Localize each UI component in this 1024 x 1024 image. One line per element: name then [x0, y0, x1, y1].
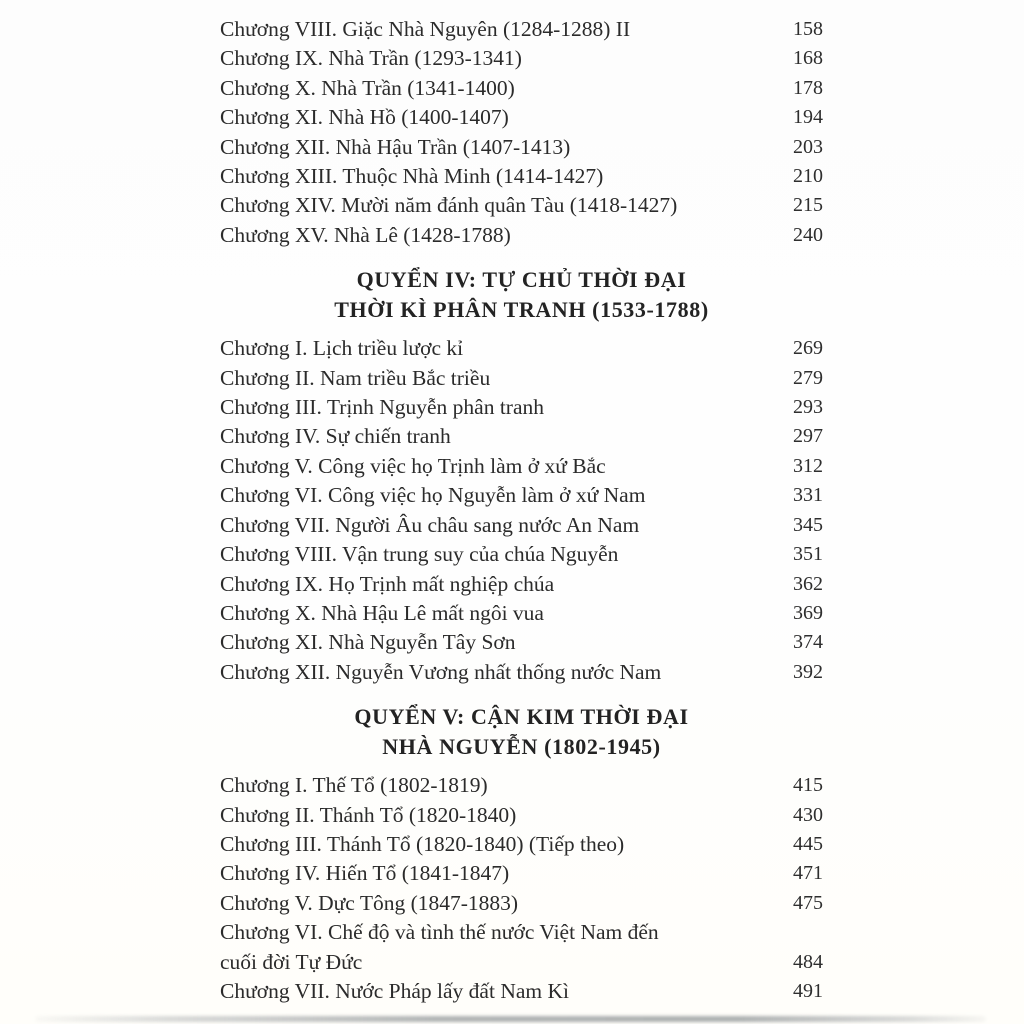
- section-heading-line1: QUYỂN IV: TỰ CHỦ THỜI ĐẠI: [356, 267, 687, 293]
- toc-entry-row: [220, 452, 823, 481]
- toc-entry-row: [220, 830, 823, 859]
- toc-entry-row: [220, 859, 823, 888]
- page-number: 491: [793, 979, 823, 1002]
- chapter-label-wrap: [220, 481, 771, 510]
- chapter-title: Chương X. Nhà Hậu Lê mất ngôi vua: [220, 600, 544, 625]
- section-heading-quyen-iv: [220, 265, 823, 325]
- toc-entry-row: [220, 221, 823, 250]
- page-number: 168: [793, 47, 823, 70]
- chapter-label-wrap: [220, 103, 771, 132]
- chapter-title: Chương II. Nam triều Bắc triều: [220, 365, 491, 390]
- page-number: 240: [793, 223, 823, 246]
- chapter-label-wrap: [220, 771, 771, 800]
- toc-entry-row: [220, 162, 823, 191]
- chapter-title: Chương II. Thánh Tổ (1820-1840): [220, 802, 517, 827]
- chapter-title: Chương III. Thánh Tổ (1820-1840) (Tiếp theo): [220, 831, 625, 856]
- toc-entry-row: [220, 889, 823, 918]
- toc-entry-row: [220, 393, 823, 422]
- toc-entry-row: [220, 74, 823, 103]
- chapter-label-wrap: [220, 830, 771, 859]
- toc-entry-row: [220, 599, 823, 628]
- chapter-title-continued: cuối đời Tự Đức: [220, 949, 363, 974]
- page-number: 178: [793, 76, 823, 99]
- page-number: 471: [793, 862, 823, 885]
- page-number: 369: [793, 601, 823, 624]
- chapter-label-wrap: [220, 511, 771, 540]
- chapter-label-wrap: [220, 540, 771, 569]
- page-number: 445: [793, 832, 823, 855]
- section-heading-line2: THỜI KÌ PHÂN TRANH (1533-1788): [334, 297, 709, 323]
- toc-entry-row: [220, 540, 823, 569]
- page-number: 430: [793, 803, 823, 826]
- chapter-label-wrap: [220, 15, 771, 44]
- chapter-label-wrap: [220, 44, 771, 73]
- page-number: 194: [793, 106, 823, 129]
- page-number: 158: [793, 18, 823, 40]
- page-number: 210: [793, 165, 823, 188]
- page-number: 215: [793, 194, 823, 217]
- chapter-title: Chương IV. Sự chiến tranh: [220, 424, 451, 449]
- page-number: 203: [793, 135, 823, 158]
- toc-entry-row: [220, 801, 823, 830]
- chapter-title: Chương XV. Nhà Lê (1428-1788): [220, 222, 511, 247]
- chapter-label-wrap: [220, 570, 771, 599]
- chapter-title: Chương V. Dực Tông (1847-1883): [220, 890, 519, 915]
- chapter-label-wrap: [220, 422, 771, 451]
- chapter-title: Chương X. Nhà Trần (1341-1400): [220, 75, 515, 100]
- chapter-title: Chương VII. Người Âu châu sang nước An Nam: [220, 512, 640, 537]
- chapter-label-wrap: [220, 801, 771, 830]
- toc-section-phan-tranh-entries: [220, 334, 823, 687]
- chapter-label-wrap: [220, 393, 771, 422]
- page-number: 392: [793, 660, 823, 683]
- chapter-label-wrap: [220, 599, 771, 628]
- page-number: 345: [793, 513, 823, 536]
- chapter-title: Chương XIII. Thuộc Nhà Minh (1414-1427): [220, 164, 604, 189]
- toc-entry-row: [220, 422, 823, 451]
- chapter-title: Chương VII. Nước Pháp lấy đất Nam Kì: [220, 978, 569, 1003]
- section-heading-line2: NHÀ NGUYỄN (1802-1945): [382, 734, 661, 760]
- chapter-label-wrap: [220, 334, 771, 363]
- page-number: 415: [793, 774, 823, 797]
- chapter-title: Chương V. Công việc họ Trịnh làm ở xứ Bắc: [220, 453, 606, 478]
- page-number: 297: [793, 425, 823, 448]
- chapter-title: Chương VI. Công việc họ Nguyễn làm ở xứ Nam: [220, 483, 646, 508]
- photo-bottom-edge-shadow: [35, 1016, 986, 1022]
- table-of-contents: [220, 15, 823, 1006]
- chapter-title: Chương XIV. Mười năm đánh quân Tàu (1418-1427): [220, 193, 678, 218]
- section-heading-line1: QUYỂN V: CẬN KIM THỜI ĐẠI: [354, 704, 689, 730]
- toc-section-tran-le-entries: [220, 15, 823, 250]
- chapter-title: Chương XI. Nhà Hồ (1400-1407): [220, 105, 509, 130]
- page-number: 374: [793, 631, 823, 654]
- page-number: 331: [793, 484, 823, 507]
- page-number: 312: [793, 454, 823, 477]
- toc-entry-row: [220, 334, 823, 363]
- chapter-label-wrap: [220, 628, 771, 657]
- section-heading-quyen-v: [220, 702, 823, 762]
- toc-entry-row: [220, 658, 823, 687]
- toc-entry-row: [220, 364, 823, 393]
- toc-entry-row: [220, 44, 823, 73]
- chapter-label-wrap: [220, 918, 771, 977]
- page-number: 362: [793, 572, 823, 595]
- chapter-title: Chương IX. Nhà Trần (1293-1341): [220, 46, 522, 71]
- chapter-title: Chương XI. Nhà Nguyễn Tây Sơn: [220, 630, 516, 655]
- chapter-title: Chương III. Trịnh Nguyễn phân tranh: [220, 395, 545, 420]
- toc-entry-row: [220, 511, 823, 540]
- chapter-label-wrap: [220, 889, 771, 918]
- page-number: 351: [793, 543, 823, 566]
- chapter-label-wrap: [220, 452, 771, 481]
- chapter-title: Chương IX. Họ Trịnh mất nghiệp chúa: [220, 571, 555, 596]
- toc-entry-row: [220, 15, 823, 44]
- page-number: 269: [793, 337, 823, 360]
- chapter-title: Chương I. Lịch triều lược kỉ: [220, 336, 464, 361]
- chapter-title: Chương VIII. Giặc Nhà Nguyên (1284-1288) II: [220, 17, 631, 41]
- page-number: 484: [793, 950, 823, 973]
- chapter-title: Chương XII. Nhà Hậu Trần (1407-1413): [220, 134, 571, 159]
- toc-entry-row: [220, 103, 823, 132]
- chapter-label-wrap: [220, 191, 771, 220]
- chapter-label-wrap: [220, 658, 771, 687]
- chapter-label-wrap: [220, 133, 771, 162]
- page-number: 293: [793, 396, 823, 419]
- chapter-title: Chương IV. Hiến Tổ (1841-1847): [220, 861, 510, 886]
- toc-entry-row: [220, 481, 823, 510]
- toc-entry-row: [220, 771, 823, 800]
- toc-entry-row: [220, 133, 823, 162]
- toc-entry-row: [220, 191, 823, 220]
- chapter-label-wrap: [220, 364, 771, 393]
- chapter-label-wrap: [220, 977, 771, 1006]
- chapter-label-wrap: [220, 162, 771, 191]
- page-number: 475: [793, 891, 823, 914]
- toc-entry-row: [220, 918, 823, 977]
- chapter-label-wrap: [220, 74, 771, 103]
- toc-entry-row: [220, 570, 823, 599]
- toc-section-nha-nguyen-entries: [220, 771, 823, 1006]
- toc-entry-row: [220, 977, 823, 1006]
- chapter-label-wrap: [220, 221, 771, 250]
- chapter-title: Chương I. Thế Tổ (1802-1819): [220, 773, 488, 798]
- page-number: 279: [793, 366, 823, 389]
- toc-entry-row: [220, 628, 823, 657]
- chapter-label-wrap: [220, 859, 771, 888]
- chapter-title: Chương VI. Chế độ và tình thế nước Việt Nam đến: [220, 920, 659, 945]
- chapter-title: Chương VIII. Vận trung suy của chúa Nguyễn: [220, 542, 619, 567]
- chapter-title: Chương XII. Nguyễn Vương nhất thống nước Nam: [220, 659, 662, 684]
